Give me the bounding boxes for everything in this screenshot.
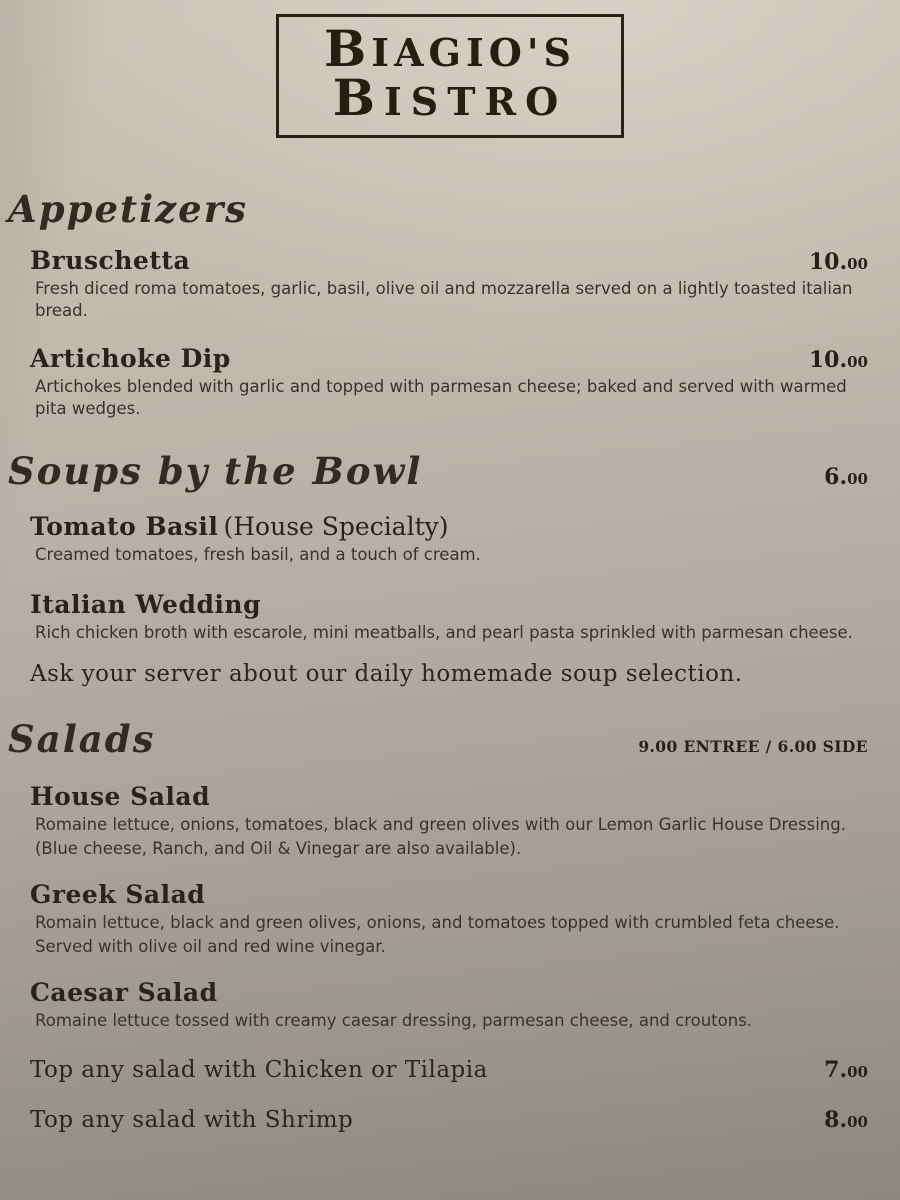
section-title-soups: Soups by the Bowl [8,449,423,493]
price-cents: 00 [847,1113,868,1131]
item-row [30,344,868,374]
section-head-appetizers [8,188,868,230]
addon-price [824,1107,868,1133]
item-price [809,347,868,373]
section-title-appetizers: Appetizers [8,187,249,231]
section-salads [8,718,868,1136]
item-name: Italian Wedding [30,590,262,619]
price-cents: 00 [847,470,868,488]
item-name-suffix: (House Specialty) [223,512,449,541]
logo-name-line2: BISTRO [332,68,568,127]
item-description: Romaine lettuce tossed with creamy caesar dressing, parmesan cheese, and croutons. [35,1011,753,1030]
item-description: Romaine lettuce, onions, tomatoes, black and green olives with our Lemon Garlic House Dressing. [35,815,846,834]
price-cents: 00 [847,1063,868,1081]
section-price [824,464,868,490]
item-description: Creamed tomatoes, fresh basil, and a touch of cream. [35,545,481,564]
item-description: Rich chicken broth with escarole, mini meatballs, and pearl pasta sprinkled with parmesan cheese. [35,623,853,642]
salad-addon-chicken-tilapia [8,1054,868,1086]
item-description: Fresh diced roma tomatoes, garlic, basil, olive oil and mozzarella served on a lightly toasted italian bread. [35,279,853,320]
addon-label: Top any salad with Shrimp [30,1107,354,1133]
addon-label: Top any salad with Chicken or Tilapia [30,1057,488,1083]
price-dollars: 8. [824,1107,848,1133]
item-name: Caesar Salad [30,978,218,1007]
item-row [30,880,868,910]
section-soups [8,450,868,690]
menu-content [0,188,900,1136]
item-name: House Salad [30,782,211,811]
price-dollars: 6. [824,464,848,490]
soup-note: Ask your server about our daily homemade soup selection. [30,661,743,687]
restaurant-logo [276,14,624,138]
item-description-line2: Served with olive oil and red wine vinegar. [35,937,386,956]
menu-item-greek-salad [30,880,868,958]
section-head-salads [8,718,868,760]
section-head-soups [8,450,868,492]
item-row [30,246,868,276]
item-name: Greek Salad [30,880,206,909]
item-description-line2: (Blue cheese, Ranch, and Oil & Vinegar are also available). [35,839,522,858]
item-price [809,249,868,275]
item-description: Artichokes blended with garlic and topped with parmesan cheese; baked and served with warmed pita wedges. [35,377,847,418]
menu-item-artichoke-dip [30,344,868,420]
section-appetizers [8,188,868,420]
item-name: Artichoke Dip [30,344,231,373]
salad-addon-shrimp [8,1104,868,1136]
item-name: Tomato Basil [30,512,219,541]
item-row [30,782,868,812]
menu-item-italian-wedding [30,590,868,644]
menu-item-house-salad [30,782,868,860]
item-name-wrap [30,512,449,542]
item-row [30,590,868,620]
item-row [30,512,868,542]
item-description: Romain lettuce, black and green olives, onions, and tomatoes topped with crumbled feta cheese. [35,913,840,932]
section-price-note: 9.00 ENTREE / 6.00 SIDE [638,737,868,756]
section-title-salads: Salads [8,717,156,761]
price-dollars: 10. [808,347,848,373]
item-name: Bruschetta [30,246,191,275]
price-cents: 00 [847,255,868,273]
price-dollars: 10. [808,249,848,275]
price-dollars: 7. [824,1057,848,1083]
item-row [30,978,868,1008]
menu-item-caesar-salad [30,978,868,1032]
menu-item-bruschetta [30,246,868,322]
addon-price [824,1057,868,1083]
price-cents: 00 [847,353,868,371]
menu-item-tomato-basil [30,512,868,566]
logo-name-line1: BIAGIO'S [324,19,576,78]
